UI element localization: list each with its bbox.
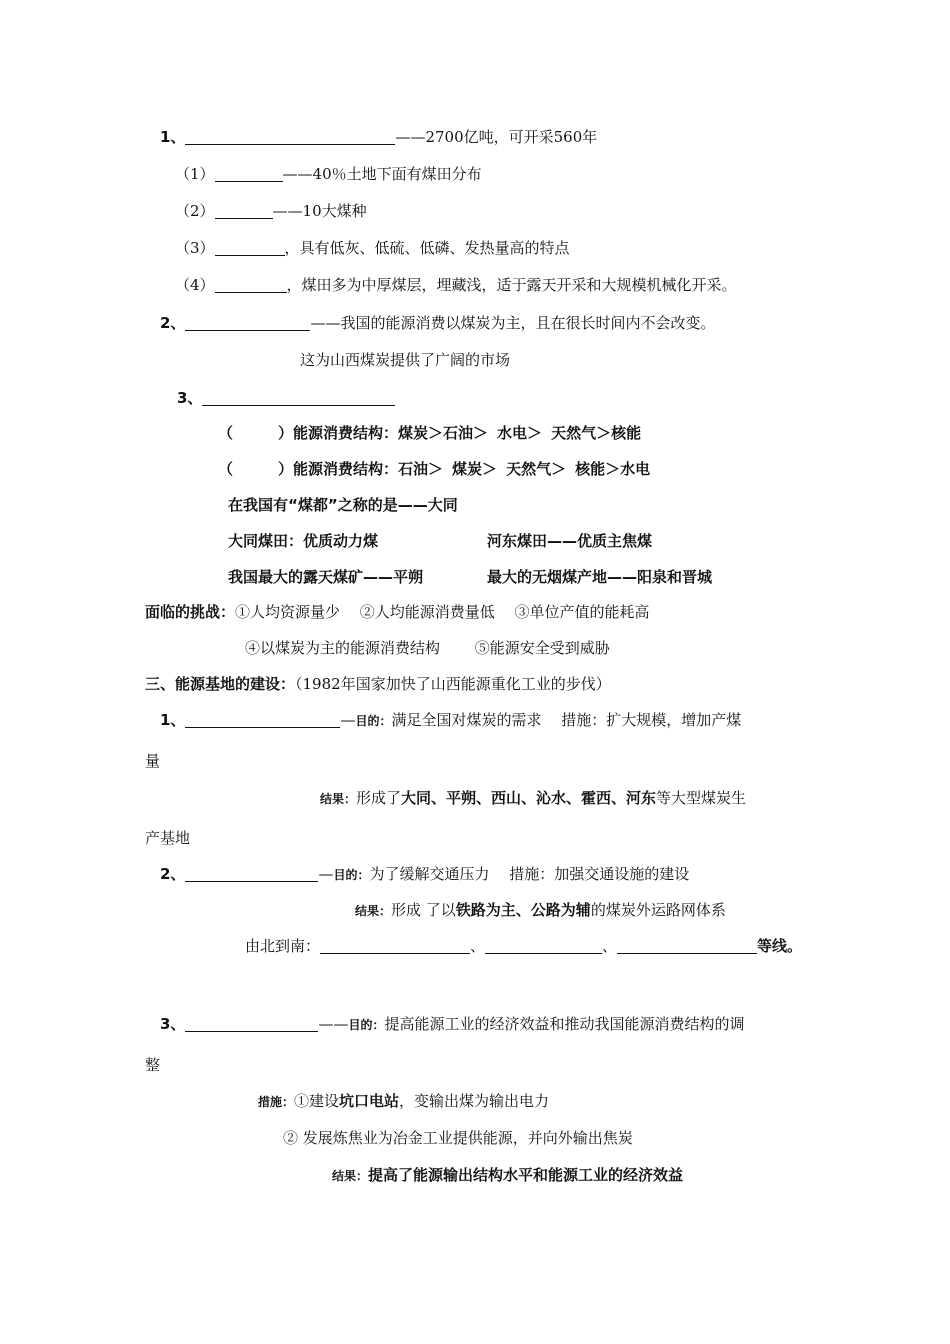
routes-label: 由北到南： [245, 937, 321, 955]
base-item-2-routes [245, 936, 802, 956]
s1-item-2-text: ——10大煤种 [272, 202, 367, 220]
challenges-line-2: ④以煤炭为主的能源消费结构 ⑤能源安全受到威胁 [245, 639, 610, 657]
s1-line [160, 127, 597, 147]
base-item-3-measure-1-post: ，变输出煤为输出电力 [399, 1092, 550, 1110]
s2-number: 2、 [160, 314, 186, 332]
base-item-3-dash: —— [318, 1015, 349, 1033]
base-item-2-result-pre: 形成 了以 [391, 901, 456, 919]
route-sep-1: 、 [470, 937, 486, 955]
section3-note: （1982年国家加快了山西能源重化工业的步伐） [295, 675, 611, 693]
base-item-3-result-label: 结果： [332, 1169, 369, 1183]
s3-fact-pingshuo: 我国最大的露天煤矿——平朔 [228, 568, 424, 586]
base-item-1-blank[interactable] [185, 711, 340, 728]
s1-item-4-prefix: （4） [175, 276, 215, 294]
s3-fact-anthracite: 最大的无烟煤产地——阳泉和晋城 [487, 568, 713, 586]
s1-item-4-text: ，煤田多为中厚煤层，埋藏浅，适于露天开采和大规模机械化开采。 [286, 276, 737, 294]
base-item-1-result-pre: 形成了 [356, 789, 402, 807]
base-item-3 [160, 1014, 744, 1035]
base-item-1-result-label: 结果： [320, 792, 357, 806]
s1-item-3-prefix: （3） [175, 239, 215, 257]
base-item-2-goal-label: 目的： [333, 868, 370, 882]
s1-item-1-blank[interactable] [215, 165, 283, 182]
base-item-3-measure-1 [258, 1091, 549, 1112]
base-item-3-measure-2: ② 发展炼焦业为冶金工业提供能源，并向外输出焦炭 [283, 1129, 633, 1147]
base-item-2-result [355, 900, 726, 921]
s1-number: 1、 [160, 128, 186, 146]
base-item-1-result-bases: 大同、平朔、西山、沁水、霍西、河东 [401, 789, 657, 807]
s3-structure-2: （ ）能源消费结构：石油＞ 煤炭＞ 天然气＞ 核能＞水电 [218, 460, 651, 478]
base-item-2 [160, 864, 689, 885]
s1-item-1 [175, 164, 482, 184]
s2-text: ——我国的能源消费以煤炭为主，且在很长时间内不会改变。 [310, 314, 716, 332]
base-item-2-result-label: 结果： [355, 904, 392, 918]
s3-fact-coal-capital: 在我国有“煤都”之称的是——大同 [228, 496, 458, 514]
route-blank-3[interactable] [617, 937, 757, 954]
base-item-3-result-text: 提高了能源输出结构水平和能源工业的经济效益 [368, 1166, 684, 1184]
s3-structure-1: （ ）能源消费结构：煤炭＞石油＞ 水电＞ 天然气＞核能 [218, 424, 642, 442]
s1-item-3 [175, 238, 570, 258]
base-item-1-goal: 满足全国对煤炭的需求 措施：扩大规模，增加产煤 [391, 711, 742, 729]
base-item-3-measure-1-bold: 坑口电站 [339, 1092, 400, 1110]
routes-end: 等线。 [757, 937, 803, 955]
base-item-1-wrap: 量 [145, 752, 161, 770]
challenges-label: 面临的挑战： [145, 603, 236, 621]
section3-title: 三、能源基地的建设： [145, 675, 296, 693]
base-item-2-dash: — [318, 865, 334, 883]
s3-fact-hedong: 河东煤田——优质主焦煤 [487, 532, 653, 550]
s1-item-3-text: ，具有低灰、低硫、低磷、发热量高的特点 [284, 239, 570, 257]
base-item-3-goal: 提高能源工业的经济效益和推动我国能源消费结构的调 [384, 1015, 745, 1033]
s1-blank[interactable] [185, 128, 395, 145]
s1-item-2-blank[interactable] [215, 202, 273, 219]
base-item-2-number: 2、 [160, 865, 186, 883]
s2-blank[interactable] [185, 314, 310, 331]
base-item-3-result [332, 1165, 683, 1186]
base-item-3-wrap: 整 [145, 1056, 161, 1074]
challenges-line-1 [145, 602, 650, 622]
s3-blank[interactable] [202, 389, 395, 406]
route-blank-1[interactable] [320, 937, 470, 954]
base-item-1-goal-label: 目的： [355, 714, 392, 728]
base-item-1-dash: — [340, 711, 356, 729]
base-item-2-result-bold: 铁路为主、公路为辅 [455, 901, 591, 919]
s1-text: ——2700亿吨，可开采560年 [395, 128, 598, 146]
base-item-3-measure-1-pre: ①建设 [294, 1092, 340, 1110]
base-item-1-result-wrap: 产基地 [145, 829, 191, 847]
base-item-1-result [320, 788, 746, 809]
base-item-3-measure-label: 措施： [258, 1095, 295, 1109]
route-sep-2: 、 [602, 937, 618, 955]
s1-item-2 [175, 201, 367, 221]
s2-cont: 这为山西煤炭提供了广阔的市场 [300, 351, 511, 369]
base-item-2-result-post: 的煤炭外运路网体系 [590, 901, 726, 919]
s3-number: 3、 [177, 389, 203, 407]
s1-item-4 [175, 275, 737, 295]
s1-item-1-text: ——40％土地下面有煤田分布 [282, 165, 482, 183]
s1-item-3-blank[interactable] [215, 239, 285, 256]
route-blank-2[interactable] [485, 937, 602, 954]
base-item-2-blank[interactable] [185, 865, 318, 882]
base-item-1-number: 1、 [160, 711, 186, 729]
base-item-3-blank[interactable] [185, 1015, 318, 1032]
base-item-1 [160, 710, 741, 731]
s1-item-2-prefix: （2） [175, 202, 215, 220]
base-item-3-goal-label: 目的： [348, 1018, 385, 1032]
s3-fact-datong: 大同煤田：优质动力煤 [228, 532, 379, 550]
s3-line [177, 388, 395, 408]
s2-line [160, 313, 715, 333]
section3-heading [145, 674, 611, 694]
base-item-3-number: 3、 [160, 1015, 186, 1033]
s1-item-4-blank[interactable] [215, 276, 287, 293]
base-item-1-result-post: 等大型煤炭生 [656, 789, 747, 807]
s1-item-1-prefix: （1） [175, 165, 215, 183]
base-item-2-goal: 为了缓解交通压力 措施：加强交通设施的建设 [369, 865, 690, 883]
challenges-list-1: ①人均资源量少 ②人均能源消费量低 ③单位产值的能耗高 [235, 603, 650, 621]
